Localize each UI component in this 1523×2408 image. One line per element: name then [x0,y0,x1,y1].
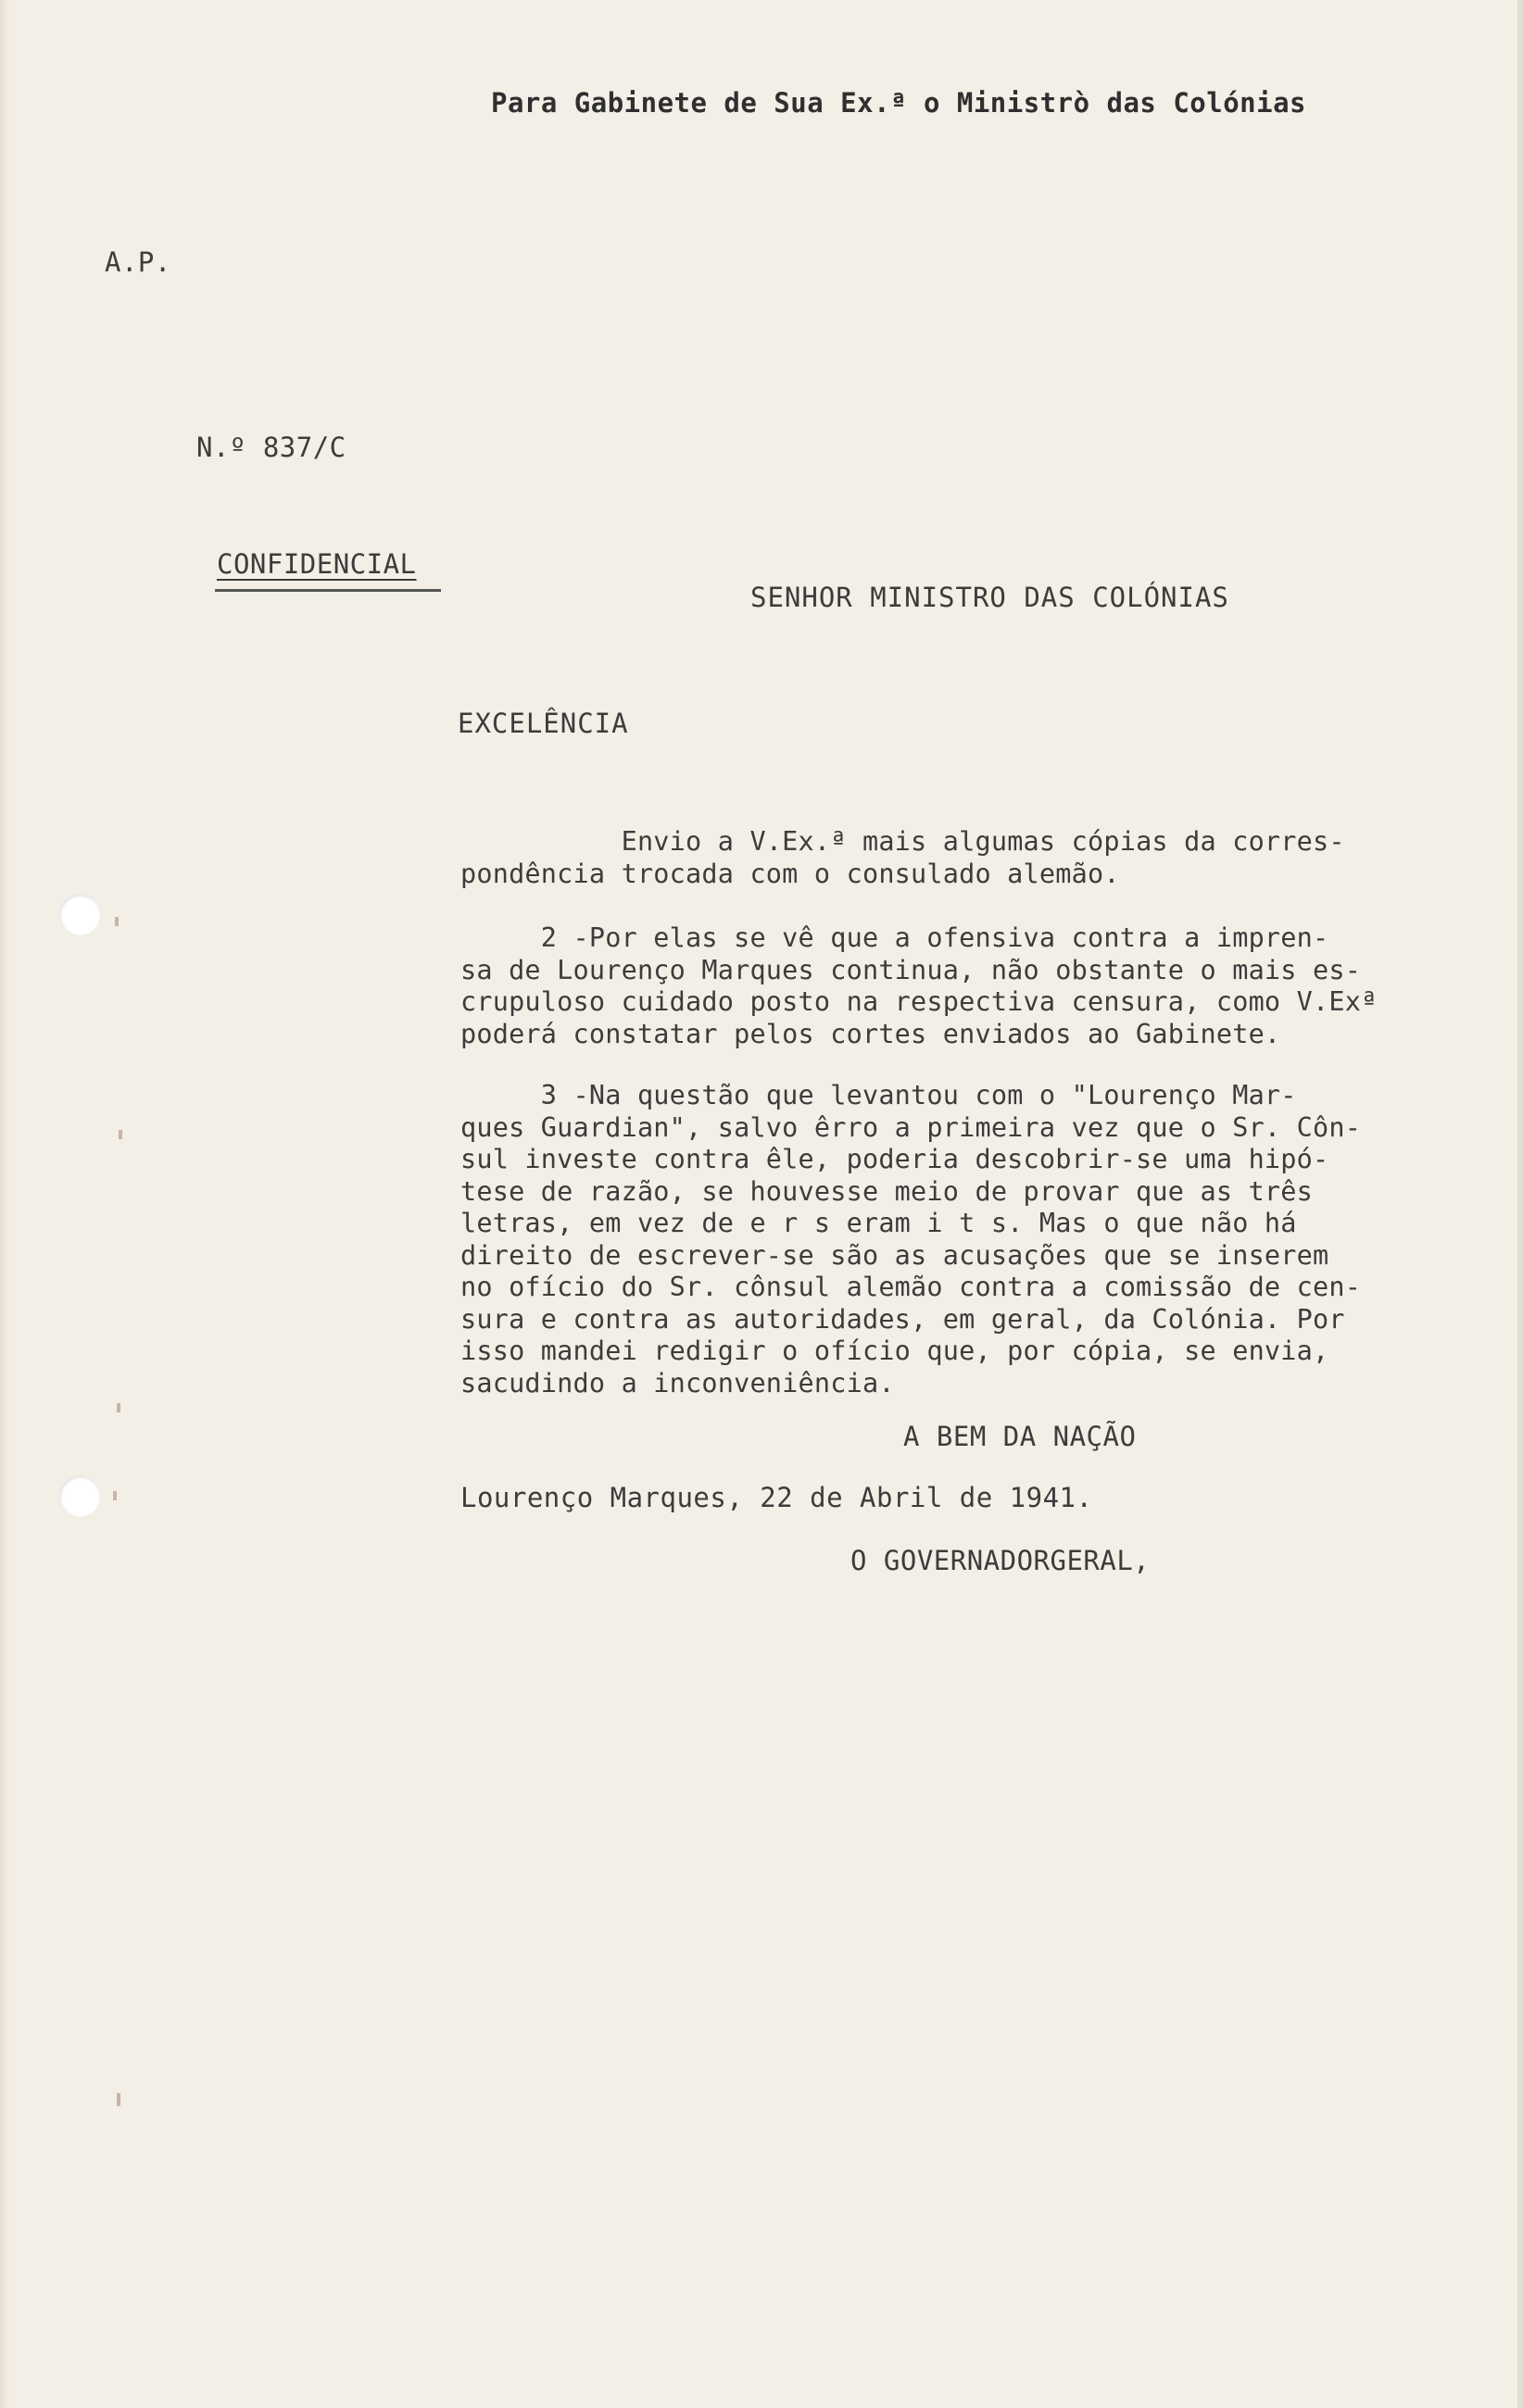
paper-speck [119,1130,122,1139]
closing-formula: A BEM DA NAÇÃO [903,1421,1137,1452]
paragraph-2: 2 -Por elas se vê que a ofensiva contra a impren- sa de Lourenço Marques continua, não obstante o mais es- crupuloso cuidado posto na respectiva censura, como V.Exª poderá constatar pelos cortes enviados ao Gabinete. [460,922,1378,1049]
document-header: Para Gabinete de Sua Ex.ª o Ministrò das Colónias [491,87,1307,119]
addressee: SENHOR MINISTRO DAS COLÓNIAS [750,582,1229,613]
reference-number: N.º 837/C [196,432,346,463]
paper-speck [113,1491,117,1500]
paper-speck [115,917,119,926]
reference-initials: A.P. [105,246,171,278]
paper-speck [117,2093,120,2106]
signature-line: O GOVERNADORGERAL, [850,1545,1151,1576]
paragraph-1: Envio a V.Ex.ª mais algumas cópias da corres- pondência trocada com o consulado alemão. [460,826,1345,889]
salutation: EXCELÊNCIA [458,708,629,739]
punch-hole-top [59,895,100,935]
classification-underline [215,589,441,592]
page-edge-shading [0,0,9,2408]
punch-hole-bottom [59,1476,100,1517]
classification-label: CONFIDENCIAL [217,548,417,580]
paragraph-3: 3 -Na questão que levantou com o "Lourenço Mar- ques Guardian", salvo êrro a primeira vez que o Sr. Côn- sul investe contra êle, poderia descobrir-se uma hipó- tese de razão, se houvesse meio de provar que as três letras, em vez de e r s eram i t s. Mas o que não há direito de escrever-se são as acusações que se inserem no ofício do Sr. cônsul alemão contra a comissão de cen- sura e contra as autoridades, em geral, da Colónia. Por isso mandei redigir o ofício que, por cópia, se envia, sacudindo a inconveniência. [460,1080,1362,1398]
paper-speck [117,1403,120,1412]
place-and-date: Lourenço Marques, 22 de Abril de 1941. [460,1482,1093,1513]
